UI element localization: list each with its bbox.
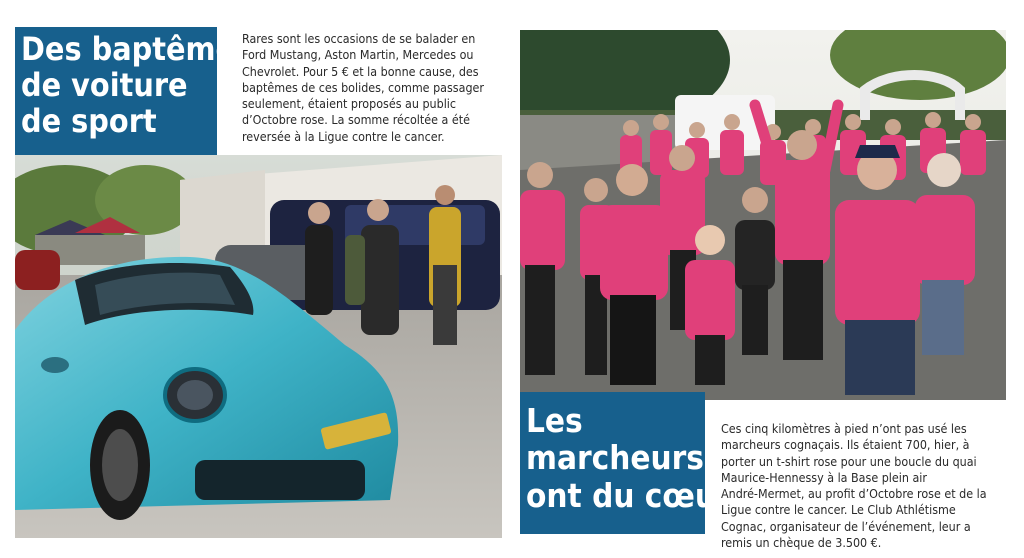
headline-walkers [520, 392, 731, 534]
article-car-body [242, 31, 507, 145]
body-line: baptêmes de ces bolides, comme passager [242, 79, 484, 95]
body-line: seulement, étaient proposés au public [242, 96, 457, 112]
body-line: remis un chèque de 3.500 €. [721, 535, 882, 551]
headline-line: de voiture [21, 66, 188, 105]
body-line: d’Octobre rose. La somme récoltée a été [242, 112, 470, 128]
headline-car-rides [15, 27, 253, 157]
body-line: Chevrolet. Pour 5 € et la bonne cause, des [242, 63, 479, 79]
photo-sports-car [15, 155, 502, 538]
body-line: Maurice-Hennessy à la Base plein air [721, 469, 927, 485]
headline-line: ont du cœur [526, 475, 731, 515]
body-line: Rares sont les occasions de se balader en [242, 31, 476, 46]
body-line: marcheurs cognaçais. Ils étaient 700, hier, à [721, 437, 970, 453]
article-walkers-body [721, 421, 1006, 551]
body-line: André-Mermet, au profit d’Octobre rose et de la [721, 486, 987, 502]
body-line: porter un t-shirt rose pour une boucle du quai [721, 453, 977, 469]
body-line: Ces cinq kilomètres à pied n’ont pas usé les [721, 421, 967, 436]
body-line: Ligue contre le cancer. Le Club Athlétisme [721, 502, 956, 518]
headline-line: Les [526, 401, 583, 440]
photo-walkers [520, 30, 1006, 400]
body-line: Cognac, organisateur de l’événement, leur a [721, 518, 971, 534]
walkers-illustration [520, 30, 1006, 400]
body-line: reversée à la Ligue contre le cancer. [242, 128, 445, 144]
headline-line: marcheurs [526, 438, 704, 478]
headline-line: Des baptêmes [21, 30, 253, 68]
headline-line: de sport [21, 102, 157, 141]
sports-car-illustration [15, 155, 502, 538]
body-line: Ford Mustang, Aston Martin, Mercedes ou [242, 47, 474, 63]
